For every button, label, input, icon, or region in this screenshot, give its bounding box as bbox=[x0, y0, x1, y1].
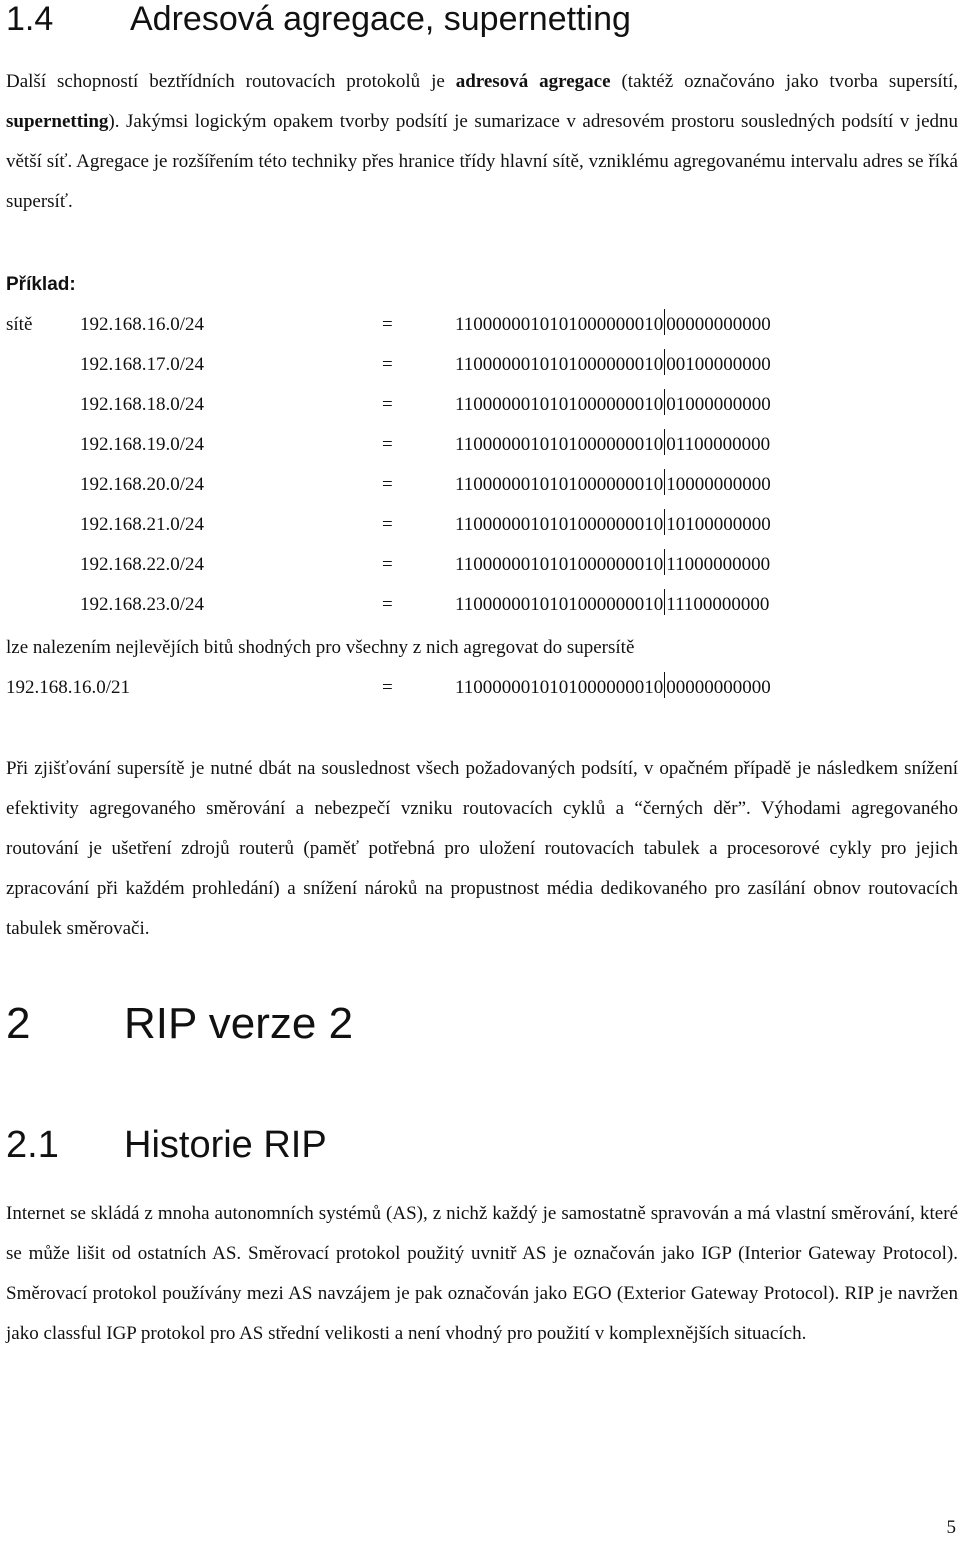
intro-text-c: ). Jakýmsi logickým opakem tvorby podsítí je sumarizace v adresovém prostoru sousledných podsítí v jednu větší síť. Agregace je rozšířením této techniky přes hranice třídy hlavní sítě, vzniklému agregovanému intervalu adres se říká supersíť. bbox=[6, 111, 958, 212]
term-supernetting: supernetting bbox=[6, 111, 109, 132]
supernet-address: 192.168.16.0/21 bbox=[6, 677, 131, 698]
equals-sign: = bbox=[382, 514, 393, 535]
chapter-number: 2 bbox=[6, 999, 31, 1048]
supersit-paragraph: Při zjišťování supersítě je nutné dbát na souslednost všech požadovaných podsítí, v opačném případě je následkem snížení efektivity agregovaného směrování a nebezpečí vzniku routovacích cyklů a “černých děr”. Výhodami agregovaného routování je ušetření zdrojů routerů (paměť potřebná pro uložení routovacích tabulek a procesorové cykly pro jejich zpracování při každém prohledání) a snížení nároků na propustnost média dedikovaného pro zasílání obnov routovacích tabulek směrovači. bbox=[6, 758, 958, 939]
subnet-row bbox=[0, 585, 960, 625]
subnet-row bbox=[0, 505, 960, 545]
section-number: 1.4 bbox=[6, 0, 54, 38]
binary-value bbox=[455, 545, 770, 585]
term-adresova-agregace: adresová agregace bbox=[455, 71, 611, 92]
network-address: 192.168.18.0/24 bbox=[80, 394, 205, 415]
network-address: 192.168.21.0/24 bbox=[80, 514, 205, 535]
binary-suffix: 10000000000 bbox=[666, 474, 771, 495]
equals-sign: = bbox=[382, 554, 393, 575]
section-number: 2.1 bbox=[6, 1124, 59, 1166]
intro-text-b: (taktéž označováno jako tvorba supersítí, bbox=[610, 71, 958, 92]
binary-value bbox=[455, 305, 771, 345]
subnet-row bbox=[0, 465, 960, 505]
intro-paragraph bbox=[6, 62, 958, 222]
binary-suffix: 01000000000 bbox=[666, 394, 771, 415]
binary-prefix: 1100000010101000000010 bbox=[455, 394, 664, 415]
equals-sign: = bbox=[382, 677, 393, 698]
network-address: 192.168.20.0/24 bbox=[80, 474, 205, 495]
subnet-row bbox=[0, 385, 960, 425]
subnet-row bbox=[0, 345, 960, 385]
historie-rip-paragraph: Internet se skládá z mnoha autonomních systémů (AS), z nichž každý je samostatně spravován a má vlastní směrování, které se může lišit od ostatních AS. Směrovací protokol použitý uvnitř AS je označován jako IGP (Interior Gateway Protocol). Směrovací protokol používány mezi AS navzájem je pak označován jako EGO (Exterior Gateway Protocol). RIP je navržen jako classful IGP protokol pro AS střední velikosti a není vhodný pro použití v komplexnějších situacích. bbox=[6, 1203, 958, 1344]
binary-suffix: 00000000000 bbox=[666, 677, 771, 698]
subnet-row bbox=[0, 545, 960, 585]
binary-suffix: 01100000000 bbox=[666, 434, 771, 455]
binary-value bbox=[455, 505, 771, 545]
binary-prefix: 1100000010101000000010 bbox=[455, 354, 664, 375]
network-address: 192.168.23.0/24 bbox=[80, 594, 205, 615]
section-heading-2-1 bbox=[6, 1121, 327, 1169]
example-conclusion: lze nalezením nejlevějích bitů shodných pro všechny z nich agregovat do supersítě bbox=[6, 637, 635, 658]
binary-prefix: 1100000010101000000010 bbox=[455, 677, 664, 698]
binary-prefix: 1100000010101000000010 bbox=[455, 314, 664, 335]
equals-sign: = bbox=[382, 594, 393, 615]
equals-sign: = bbox=[382, 474, 393, 495]
binary-prefix: 1100000010101000000010 bbox=[455, 474, 664, 495]
binary-value bbox=[455, 425, 770, 465]
equals-sign: = bbox=[382, 434, 393, 455]
example-label: Příklad: bbox=[6, 274, 76, 295]
supernet-result-row bbox=[0, 668, 960, 708]
binary-value bbox=[455, 465, 771, 505]
equals-sign: = bbox=[382, 354, 393, 375]
section-heading-1-4 bbox=[6, 0, 631, 40]
chapter-heading-2 bbox=[6, 996, 353, 1052]
binary-prefix: 1100000010101000000010 bbox=[455, 514, 664, 535]
section-title: Adresová agregace, supernetting bbox=[130, 0, 631, 38]
binary-value bbox=[455, 385, 771, 425]
binary-value bbox=[455, 345, 771, 385]
network-address: 192.168.16.0/24 bbox=[80, 314, 205, 335]
chapter-title: RIP verze 2 bbox=[124, 999, 354, 1048]
binary-prefix: 1100000010101000000010 bbox=[455, 594, 664, 615]
page-number: 5 bbox=[946, 1517, 956, 1538]
subnet-row bbox=[0, 425, 960, 465]
network-address: 192.168.17.0/24 bbox=[80, 354, 205, 375]
equals-sign: = bbox=[382, 314, 393, 335]
subnet-row bbox=[0, 305, 960, 345]
binary-suffix: 11100000000 bbox=[666, 594, 770, 615]
binary-prefix: 1100000010101000000010 bbox=[455, 434, 664, 455]
binary-value bbox=[455, 668, 771, 708]
binary-suffix: 10100000000 bbox=[666, 514, 771, 535]
equals-sign: = bbox=[382, 394, 393, 415]
network-address: 192.168.22.0/24 bbox=[80, 554, 205, 575]
intro-text-a: Další schopností beztřídních routovacích protokolů je bbox=[6, 71, 456, 92]
binary-value bbox=[455, 585, 769, 625]
row-label: sítě bbox=[6, 314, 33, 335]
binary-prefix: 1100000010101000000010 bbox=[455, 554, 664, 575]
network-address: 192.168.19.0/24 bbox=[80, 434, 205, 455]
binary-suffix: 00000000000 bbox=[666, 314, 771, 335]
binary-suffix: 11000000000 bbox=[666, 554, 771, 575]
section-title: Historie RIP bbox=[124, 1124, 327, 1166]
binary-suffix: 00100000000 bbox=[666, 354, 771, 375]
